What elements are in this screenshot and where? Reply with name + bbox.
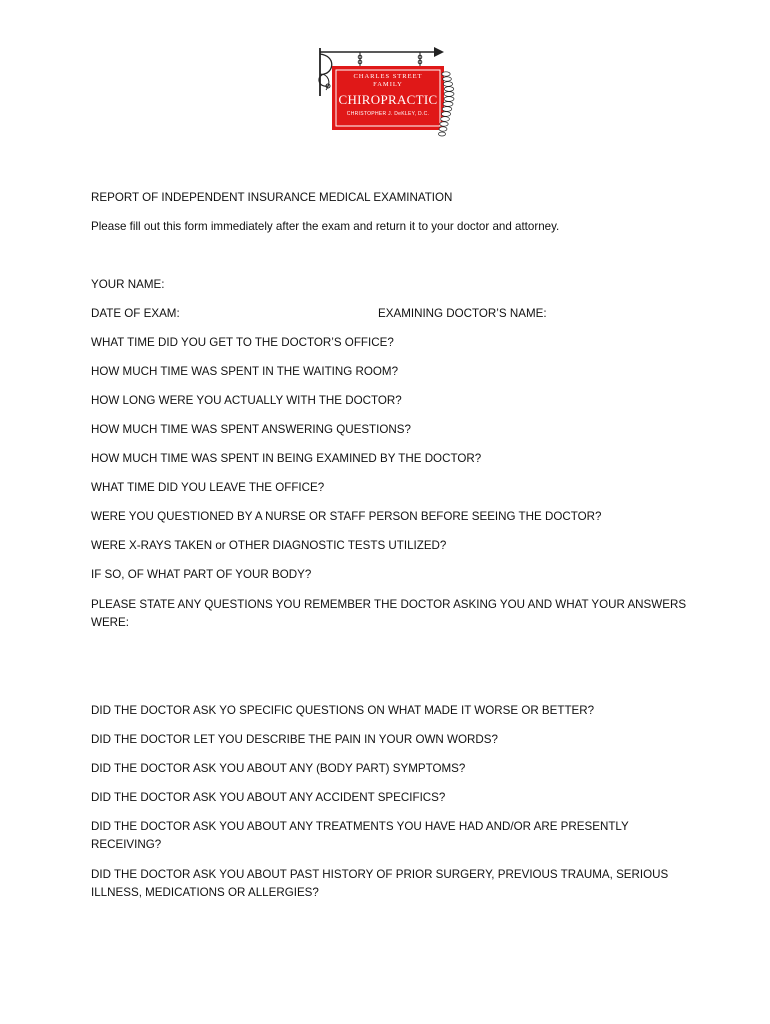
question-time-examined: HOW MUCH TIME WAS SPENT IN BEING EXAMINED BY THE DOCTOR? [91,452,482,465]
logo-text [336,72,440,118]
question-nurse-staff: WERE YOU QUESTIONED BY A NURSE OR STAFF PERSON BEFORE SEEING THE DOCTOR? [91,510,602,523]
question-accident-specifics: DID THE DOCTOR ASK YOU ABOUT ANY ACCIDENT SPECIFICS? [91,791,446,804]
field-examining-doctor: EXAMINING DOCTOR’S NAME: [378,307,547,320]
logo-line-1: CHARLES STREET [353,73,423,80]
question-body-part-symptoms: DID THE DOCTOR ASK YOU ABOUT ANY (BODY PART) SYMPTOMS? [91,762,466,775]
document-title: REPORT OF INDEPENDENT INSURANCE MEDICAL EXAMINATION [91,191,453,204]
question-worse-better: DID THE DOCTOR ASK YO SPECIFIC QUESTIONS ON WHAT MADE IT WORSE OR BETTER? [91,704,595,717]
question-past-history: DID THE DOCTOR ASK YOU ABOUT PAST HISTORY OF PRIOR SURGERY, PREVIOUS TRAUMA, SERIOUS ILLNESS, MEDICATIONS OR ALLERGIES? [91,868,669,899]
field-your-name: YOUR NAME: [91,278,165,291]
question-arrival-time: WHAT TIME DID YOU GET TO THE DOCTOR’S OFFICE? [91,336,394,349]
logo-line-2: FAMILY [373,81,403,88]
field-date-of-exam: DATE OF EXAM: [91,307,180,320]
question-describe-pain: DID THE DOCTOR LET YOU DESCRIBE THE PAIN IN YOUR OWN WORDS? [91,733,498,746]
question-treatments: DID THE DOCTOR ASK YOU ABOUT ANY TREATMENTS YOU HAVE HAD AND/OR ARE PRESENTLY RECEIVING? [91,820,629,851]
logo-line-3: CHIROPRACTIC [338,92,438,107]
question-doctor-questions: PLEASE STATE ANY QUESTIONS YOU REMEMBER THE DOCTOR ASKING YOU AND WHAT YOUR ANSWERS WERE: [91,598,687,629]
question-xrays: WERE X-RAYS TAKEN or OTHER DIAGNOSTIC TESTS UTILIZED? [91,539,447,552]
instructions: Please fill out this form immediately after the exam and return it to your doctor and attorney. [91,220,560,233]
question-waiting-room-time: HOW MUCH TIME WAS SPENT IN THE WAITING ROOM? [91,365,399,378]
question-time-answering: HOW MUCH TIME WAS SPENT ANSWERING QUESTIONS? [91,423,411,436]
question-leave-time: WHAT TIME DID YOU LEAVE THE OFFICE? [91,481,325,494]
question-time-with-doctor: HOW LONG WERE YOU ACTUALLY WITH THE DOCTOR? [91,394,402,407]
question-body-part: IF SO, OF WHAT PART OF YOUR BODY? [91,568,312,581]
logo-line-4: CHRISTOPHER J. DeKLEY, D.C. [346,111,430,117]
